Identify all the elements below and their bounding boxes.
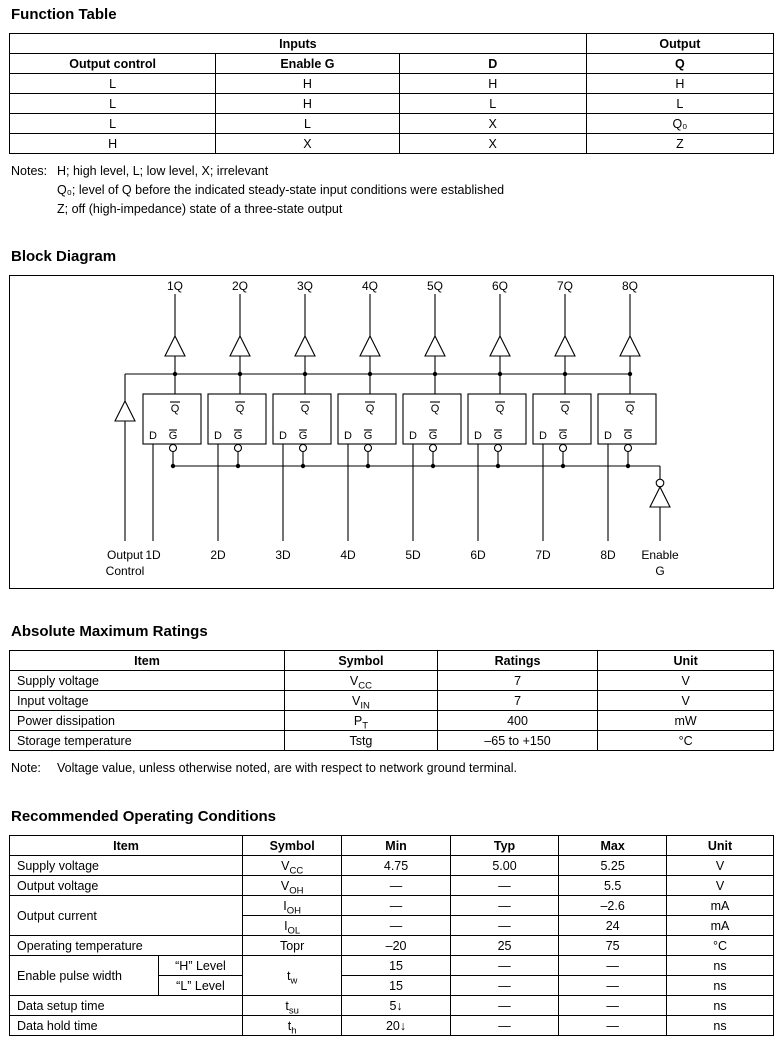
roc-typ: — xyxy=(450,896,558,916)
tristate-buffer xyxy=(620,336,640,356)
symbol-sub: su xyxy=(288,1005,299,1016)
roc-max: 75 xyxy=(559,936,667,956)
latch-qbar-label: Q xyxy=(625,403,635,416)
roc-min: 15 xyxy=(342,956,450,976)
gbar-bubble xyxy=(495,445,502,452)
junction-dot xyxy=(563,372,567,376)
roc-unit: mA xyxy=(667,896,774,916)
amr-unit: V xyxy=(598,691,774,711)
function-table-header-row xyxy=(10,54,774,74)
symbol-base: Topr xyxy=(279,938,305,953)
function-table-group-header-row xyxy=(10,34,774,54)
junction-dot xyxy=(368,372,372,376)
roc-symbol xyxy=(243,936,342,956)
roc-unit: ns xyxy=(667,996,774,1016)
ft-cell: L xyxy=(216,114,399,134)
roc-min: 4.75 xyxy=(342,856,450,876)
latch-qbar-label: Q xyxy=(560,403,570,416)
input-label-5d: 5D xyxy=(405,548,421,563)
roc-max: — xyxy=(559,956,667,976)
amr-item: Power dissipation xyxy=(10,711,285,731)
roc-header-row xyxy=(10,836,774,856)
roc-max: — xyxy=(559,996,667,1016)
output-label-5q: 5Q xyxy=(426,279,444,294)
ft-cell: L xyxy=(10,94,216,114)
roc-level: “L” Level xyxy=(158,976,242,996)
output-control-label: Control xyxy=(105,564,145,579)
latch-d-label: D xyxy=(539,430,547,443)
latch-d-label: D xyxy=(279,430,287,443)
symbol-sub: OH xyxy=(286,905,302,916)
roc-item: Supply voltage xyxy=(10,856,243,876)
amr-header-item: Item xyxy=(10,651,285,671)
roc-header-min: Min xyxy=(342,836,450,856)
roc-unit: ns xyxy=(667,976,774,996)
roc-max: 5.5 xyxy=(559,876,667,896)
table-row xyxy=(10,731,774,751)
table-row xyxy=(10,856,774,876)
note-text: H; high level, L; low level, X; irrelevant xyxy=(57,164,269,178)
ft-cell: Q₀ xyxy=(586,114,773,134)
tristate-buffer xyxy=(425,336,445,356)
latch-gbar-label: G xyxy=(233,430,243,443)
roc-symbol xyxy=(243,956,342,996)
roc-symbol xyxy=(243,856,342,876)
inverter-bubble xyxy=(656,479,664,487)
note-line xyxy=(11,200,774,219)
roc-max: — xyxy=(559,1016,667,1036)
amr-symbol xyxy=(285,731,438,751)
roc-unit: V xyxy=(667,876,774,896)
output-label-7q: 7Q xyxy=(556,279,574,294)
note-line xyxy=(11,759,774,778)
gbar-bubble xyxy=(170,445,177,452)
ft-cell: X xyxy=(399,134,586,154)
roc-min: — xyxy=(342,876,450,896)
junction-dot xyxy=(236,464,240,468)
roc-item: Output current xyxy=(10,896,243,936)
roc-symbol xyxy=(243,896,342,916)
roc-typ: — xyxy=(450,876,558,896)
ft-cell: X xyxy=(216,134,399,154)
symbol-sub: OH xyxy=(289,885,304,896)
roc-unit: ns xyxy=(667,956,774,976)
roc-header-max: Max xyxy=(559,836,667,856)
roc-unit: ns xyxy=(667,1016,774,1036)
roc-max: 24 xyxy=(559,916,667,936)
note-text: Z; off (high-impedance) state of a three-state output xyxy=(57,201,343,216)
ft-cell: X xyxy=(399,114,586,134)
symbol-sub: OL xyxy=(287,925,301,936)
ft-cell: L xyxy=(10,114,216,134)
junction-dot xyxy=(498,372,502,376)
section-title-function-table: Function Table xyxy=(11,6,117,23)
junction-dot xyxy=(173,372,177,376)
junction-dot xyxy=(433,372,437,376)
enable-g-label: G xyxy=(655,564,665,579)
tristate-buffer xyxy=(230,336,250,356)
block-diagram-svg xyxy=(10,276,773,588)
note-line xyxy=(11,162,774,181)
symbol-base: I xyxy=(284,918,288,933)
table-row xyxy=(10,74,774,94)
note-text: Voltage value, unless otherwise noted, are with respect to network ground terminal. xyxy=(57,761,517,776)
symbol-base: P xyxy=(353,713,363,728)
junction-dot xyxy=(238,372,242,376)
ft-cell: H xyxy=(586,74,773,94)
symbol-base: V xyxy=(349,673,359,688)
roc-max: — xyxy=(559,976,667,996)
gbar-bubble xyxy=(430,445,437,452)
symbol-sub: h xyxy=(291,1025,297,1036)
section-title-block-diagram: Block Diagram xyxy=(11,248,117,266)
junction-dot xyxy=(496,464,500,468)
roc-symbol xyxy=(243,876,342,896)
latch-d-label: D xyxy=(474,430,482,443)
amr-item: Input voltage xyxy=(10,691,285,711)
junction-dot xyxy=(303,372,307,376)
recommended-operating-conditions-table xyxy=(9,835,774,1036)
ft-header-output: Output xyxy=(586,34,773,54)
enable-inverter xyxy=(650,487,670,507)
tristate-buffer xyxy=(490,336,510,356)
roc-typ: 5.00 xyxy=(450,856,558,876)
amr-symbol xyxy=(285,671,438,691)
gbar-bubble xyxy=(235,445,242,452)
latch-gbar-label: G xyxy=(493,430,503,443)
output-label-8q: 8Q xyxy=(621,279,639,294)
roc-symbol xyxy=(243,996,342,1016)
amr-unit: V xyxy=(598,671,774,691)
note-text: Q₀; level of Q before the indicated steady-state input conditions were established xyxy=(57,182,505,197)
output-control-label: Output xyxy=(106,548,144,563)
notes-label: Notes: xyxy=(11,164,48,178)
amr-rating: 7 xyxy=(437,671,597,691)
input-label-4d: 4D xyxy=(340,548,356,563)
table-row xyxy=(10,691,774,711)
latch-qbar-label: Q xyxy=(365,403,375,416)
latch-qbar-label: Q xyxy=(170,403,180,416)
output-control-buffer xyxy=(115,401,135,421)
enable-g-label: Enable xyxy=(641,548,679,563)
roc-typ: 25 xyxy=(450,936,558,956)
output-label-2q: 2Q xyxy=(231,279,249,294)
latch-gbar-label: G xyxy=(623,430,633,443)
roc-min: — xyxy=(342,916,450,936)
amr-rating: –65 to +150 xyxy=(437,731,597,751)
symbol-base: t xyxy=(285,998,289,1013)
roc-header-symbol: Symbol xyxy=(243,836,342,856)
symbol-base: V xyxy=(280,878,290,893)
latch-d-label: D xyxy=(214,430,222,443)
roc-symbol xyxy=(243,1016,342,1036)
roc-symbol xyxy=(243,916,342,936)
input-label-7d: 7D xyxy=(535,548,551,563)
table-row xyxy=(10,134,774,154)
section-title-recommended-operating-conditions: Recommended Operating Conditions xyxy=(11,808,277,825)
input-label-1d: 1D xyxy=(145,548,161,563)
amr-symbol xyxy=(285,691,438,711)
junction-dot xyxy=(561,464,565,468)
input-label-2d: 2D xyxy=(210,548,226,563)
roc-item: Enable pulse width xyxy=(10,956,159,996)
roc-header-unit: Unit xyxy=(667,836,774,856)
latch-gbar-label: G xyxy=(168,430,178,443)
table-row xyxy=(10,94,774,114)
roc-item: Output voltage xyxy=(10,876,243,896)
amr-unit: mW xyxy=(598,711,774,731)
amr-header-symbol: Symbol xyxy=(285,651,438,671)
ft-cell: H xyxy=(399,74,586,94)
tristate-buffer xyxy=(295,336,315,356)
amr-unit: °C xyxy=(598,731,774,751)
roc-typ: — xyxy=(450,956,558,976)
output-label-1q: 1Q xyxy=(166,279,184,294)
latch-qbar-label: Q xyxy=(300,403,310,416)
junction-dot xyxy=(171,464,175,468)
latch-gbar-label: G xyxy=(558,430,568,443)
ft-header-inputs: Inputs xyxy=(10,34,587,54)
latch-d-label: D xyxy=(409,430,417,443)
latch-gbar-label: G xyxy=(363,430,373,443)
tristate-buffer xyxy=(360,336,380,356)
symbol-base: V xyxy=(281,858,290,873)
symbol-sub: T xyxy=(362,720,368,731)
latch-gbar-label: G xyxy=(428,430,438,443)
gbar-bubble xyxy=(560,445,567,452)
tristate-buffer xyxy=(555,336,575,356)
table-row xyxy=(10,1016,774,1036)
ft-cell: H xyxy=(10,134,216,154)
amr-rating: 400 xyxy=(437,711,597,731)
table-row xyxy=(10,896,774,916)
junction-dot xyxy=(431,464,435,468)
roc-min: 20↓ xyxy=(342,1016,450,1036)
amr-item: Storage temperature xyxy=(10,731,285,751)
output-label-4q: 4Q xyxy=(361,279,379,294)
table-row xyxy=(10,876,774,896)
ft-cell: L xyxy=(399,94,586,114)
roc-item: Data setup time xyxy=(10,996,243,1016)
ft-cell: L xyxy=(10,74,216,94)
table-row xyxy=(10,114,774,134)
latch-qbar-label: Q xyxy=(235,403,245,416)
symbol-base: V xyxy=(352,693,361,708)
tristate-buffer xyxy=(165,336,185,356)
symbol-sub: CC xyxy=(358,680,372,691)
amr-header-row xyxy=(10,651,774,671)
symbol-sub: IN xyxy=(360,700,370,711)
ft-col-enable-g: Enable G xyxy=(216,54,399,74)
notes-label: Note: xyxy=(11,761,41,776)
roc-unit: mA xyxy=(667,916,774,936)
gbar-bubble xyxy=(365,445,372,452)
roc-item: Operating temperature xyxy=(10,936,243,956)
symbol-base: t xyxy=(286,968,291,983)
section-title-absolute-maximum-ratings: Absolute Maximum Ratings xyxy=(11,623,208,641)
junction-dot xyxy=(628,372,632,376)
ft-col-d: D xyxy=(399,54,586,74)
symbol-sub: w xyxy=(290,975,298,986)
amr-item: Supply voltage xyxy=(10,671,285,691)
roc-level: “H” Level xyxy=(158,956,242,976)
roc-min: 15 xyxy=(342,976,450,996)
latch-d-label: D xyxy=(604,430,612,443)
amr-symbol xyxy=(285,711,438,731)
ft-col-output-control: Output control xyxy=(10,54,216,74)
block-diagram xyxy=(9,275,774,589)
junction-dot xyxy=(366,464,370,468)
roc-typ: — xyxy=(450,996,558,1016)
input-label-6d: 6D xyxy=(470,548,486,563)
gbar-bubble xyxy=(300,445,307,452)
latch-qbar-label: Q xyxy=(430,403,440,416)
note-line xyxy=(11,181,774,200)
table-row xyxy=(10,671,774,691)
table-row xyxy=(10,956,774,976)
amr-rating: 7 xyxy=(437,691,597,711)
roc-header-item: Item xyxy=(10,836,243,856)
roc-unit: V xyxy=(667,856,774,876)
input-label-8d: 8D xyxy=(600,548,616,563)
gbar-bubble xyxy=(625,445,632,452)
latch-d-label: D xyxy=(344,430,352,443)
symbol-sub: CC xyxy=(289,865,304,876)
roc-min: –20 xyxy=(342,936,450,956)
output-label-3q: 3Q xyxy=(296,279,314,294)
ft-cell: L xyxy=(586,94,773,114)
function-table-notes xyxy=(11,162,774,218)
function-table xyxy=(9,33,774,154)
latch-d-label: D xyxy=(149,430,157,443)
roc-typ: — xyxy=(450,976,558,996)
roc-typ: — xyxy=(450,916,558,936)
amr-header-ratings: Ratings xyxy=(437,651,597,671)
symbol-base: I xyxy=(283,898,287,913)
roc-unit: °C xyxy=(667,936,774,956)
ft-cell: H xyxy=(216,94,399,114)
output-label-6q: 6Q xyxy=(491,279,509,294)
ft-cell: Z xyxy=(586,134,773,154)
absolute-maximum-ratings-table xyxy=(9,650,774,751)
roc-max: –2.6 xyxy=(559,896,667,916)
latch-gbar-label: G xyxy=(298,430,308,443)
roc-item: Data hold time xyxy=(10,1016,243,1036)
junction-dot xyxy=(626,464,630,468)
roc-min: — xyxy=(342,896,450,916)
symbol-base: t xyxy=(287,1018,292,1033)
symbol-base: Tstg xyxy=(349,733,373,748)
ft-col-q: Q xyxy=(586,54,773,74)
roc-typ: — xyxy=(450,1016,558,1036)
table-row xyxy=(10,711,774,731)
junction-dot xyxy=(301,464,305,468)
roc-min: 5↓ xyxy=(342,996,450,1016)
table-row xyxy=(10,936,774,956)
roc-max: 5.25 xyxy=(559,856,667,876)
table-row xyxy=(10,996,774,1016)
ft-cell: H xyxy=(216,74,399,94)
input-label-3d: 3D xyxy=(275,548,291,563)
amr-header-unit: Unit xyxy=(598,651,774,671)
amr-note xyxy=(11,759,774,778)
latch-qbar-label: Q xyxy=(495,403,505,416)
roc-header-typ: Typ xyxy=(450,836,558,856)
